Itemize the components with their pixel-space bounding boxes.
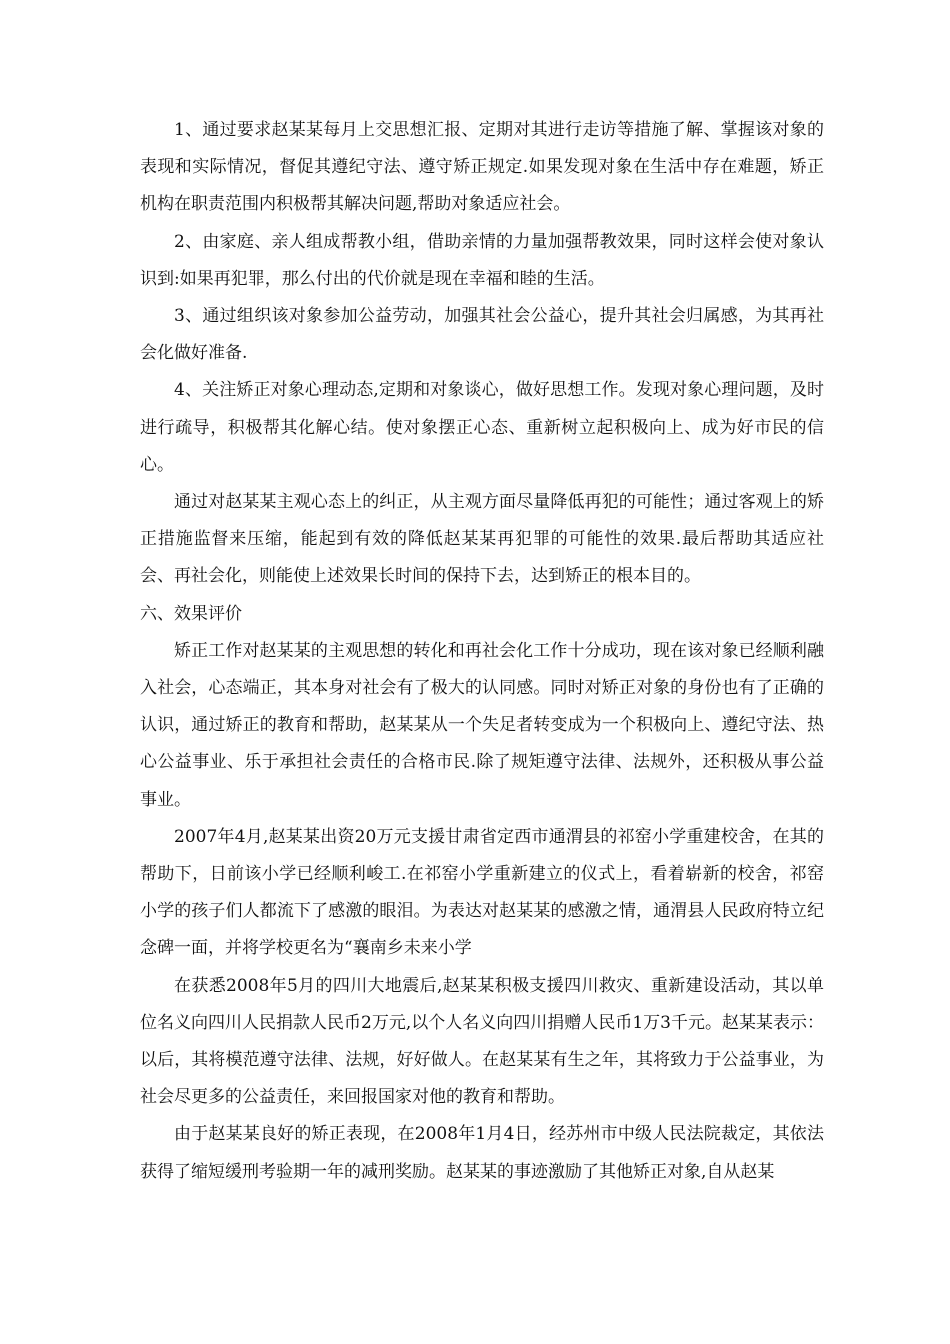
paragraph-evaluation: 矫正工作对赵某某的主观思想的转化和再社会化工作十分成功，现在该对象已经顺利融入社会，心态端正，其本身对社会有了极大的认同感。同时对矫正对象的身份也有了正确的认识，通过矫正的教育和帮助，赵某某从一个失足者转变成为一个积极向上、遵纪守法、热心公益事业、乐于承担社会责任的合格市民.除了规矩遵守法律、法规外，还积极从事公益事业。	[140, 640, 824, 810]
document-body	[140, 112, 824, 1191]
paragraph-measure-2: 2、由家庭、亲人组成帮教小组，借助亲情的力量加强帮教效果，同时这样会使对象认识到:如果再犯罪，那么付出的代价就是现在幸福和睦的生活。	[140, 231, 824, 289]
paragraph-summary: 通过对赵某某主观心态上的纠正，从主观方面尽量降低再犯的可能性；通过客观上的矫正措施监督来压缩，能起到有效的降低赵某某再犯罪的可能性的效果.最后帮助其适应社会、再社会化，则能使上述效果长时间的保持下去，达到矫正的根本目的。	[140, 492, 824, 587]
paragraph-measure-4: 4、关注矫正对象心理动态,定期和对象谈心，做好思想工作。发现对象心理问题，及时进行疏导，积极帮其化解心结。使对象摆正心态、重新树立起积极向上、成为好市民的信心。	[140, 380, 824, 475]
section-heading-evaluation: 六、效果评价	[140, 603, 242, 624]
paragraph-measure-1: 1、通过要求赵某某每月上交思想汇报、定期对其进行走访等措施了解、掌握该对象的表现和实际情况，督促其遵纪守法、遵守矫正规定.如果发现对象在生活中存在难题，矫正机构在职责范围内积极帮其解决问题,帮助对象适应社会。	[140, 120, 824, 215]
paragraph-school-donation: 2007年4月,赵某某出资20万元支援甘肃省定西市通渭县的祁窑小学重建校舍，在其的帮助下，日前该小学已经顺利峻工.在祁窑小学重新建立的仪式上，看着崭新的校舍，祁窑小学的孩子们人都流下了感激的眼泪。为表达对赵某某的感激之情，通渭县人民政府特立纪念碑一面，并将学校更名为“襄南乡未来小学	[140, 826, 824, 959]
paragraph-measure-3: 3、通过组织该对象参加公益劳动，加强其社会公益心，提升其社会归属感，为其再社会化做好准备.	[140, 306, 824, 364]
paragraph-earthquake-donation: 在获悉2008年5月的四川大地震后,赵某某积极支援四川救灾、重新建设活动，其以单位名义向四川人民捐款人民币2万元,以个人名义向四川捐赠人民币1万3千元。赵某某表示：以后，其将模范遵守法律、法规，好好做人。在赵某某有生之年，其将致力于公益事业，为社会尽更多的公益责任，来回报国家对他的教育和帮助。	[140, 975, 824, 1108]
paragraph-sentence-reduction: 由于赵某某良好的矫正表现，在2008年1月4日，经苏州市中级人民法院裁定，其依法获得了缩短缓刑考验期一年的减刑奖励。赵某某的事迹激励了其他矫正对象,自从赵某	[140, 1124, 824, 1182]
